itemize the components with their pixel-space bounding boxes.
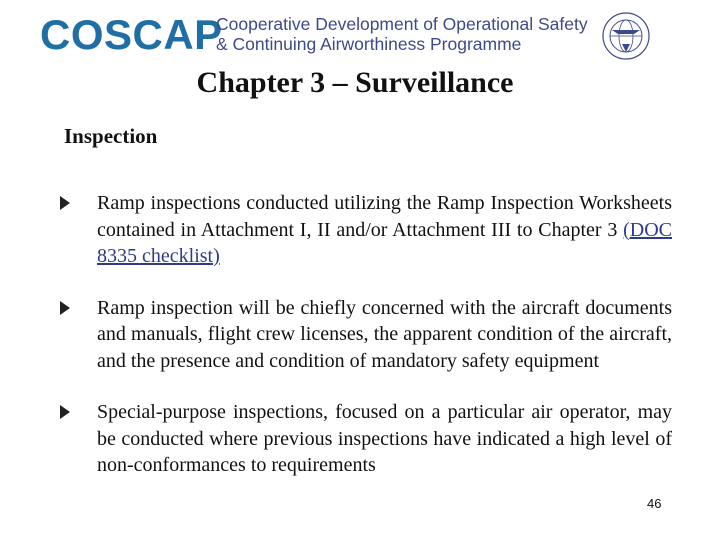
bullet-text: Special-purpose inspections, focused on a particular air operator, may be conducted where previous inspections have indicated a high level of non-conformances to requirements: [97, 401, 672, 476]
bullet-list: [60, 190, 672, 504]
page-number: 46: [647, 496, 662, 511]
bullet-text: Ramp inspection will be chiefly concerned with the aircraft documents and manuals, flight crew licenses, the apparent condition of the aircraft, and the presence and condition of mandatory safety equipment: [97, 296, 672, 372]
programme-name: [216, 14, 588, 54]
icao-emblem-icon: [600, 10, 652, 62]
list-item: [60, 399, 672, 479]
doc-8335-checklist-link[interactable]: (DOC 8335 checklist): [97, 218, 672, 267]
list-item: [60, 190, 672, 270]
coscap-logo: COSCAP: [40, 11, 223, 58]
bullet-arrow-icon: [60, 301, 70, 315]
programme-name-line2: & Continuing Airworthiness Programme: [216, 34, 522, 54]
bullet-text: Ramp inspections conducted utilizing the Ramp Inspection Worksheets contained in Attachment I, II and/or Attachment III to Chapter 3: [97, 192, 672, 241]
programme-name-line1: Cooperative Development of Operational Safety: [216, 14, 588, 34]
slide-title: Chapter 3 – Surveillance: [196, 66, 514, 99]
bullet-arrow-icon: [60, 405, 70, 419]
section-heading: Inspection: [64, 124, 158, 148]
bullet-arrow-icon: [60, 196, 70, 210]
list-item: [60, 295, 672, 375]
